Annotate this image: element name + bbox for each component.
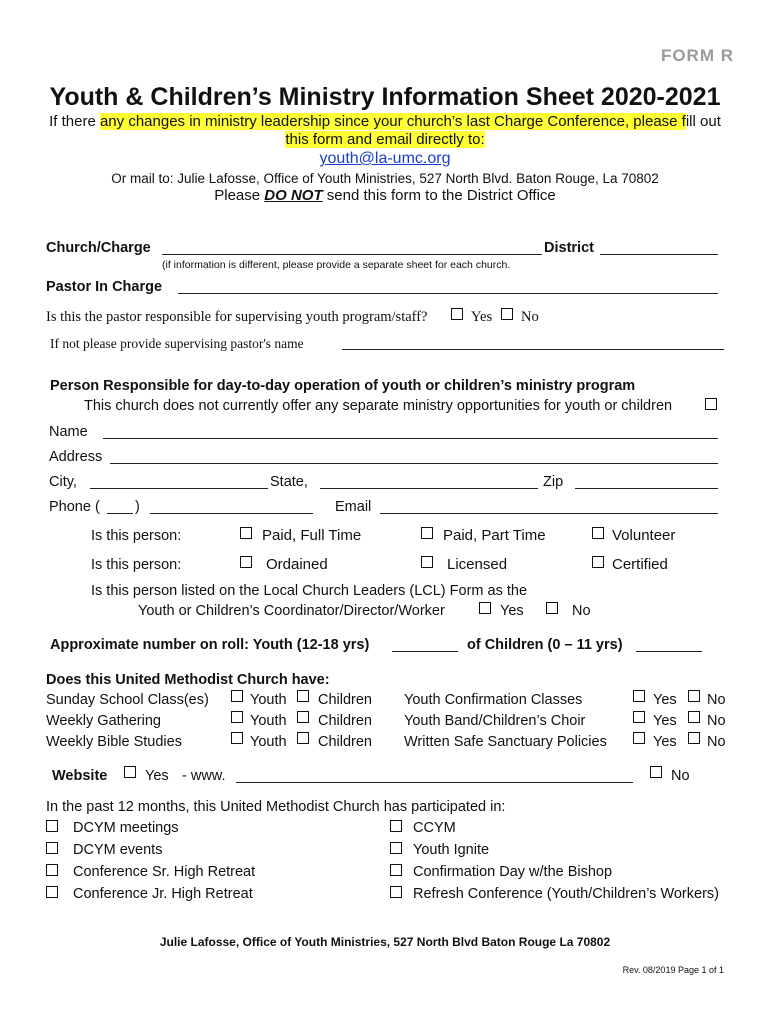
website-yes-checkbox[interactable] <box>124 766 136 778</box>
supervising-pastor-field[interactable] <box>342 349 724 350</box>
confirmation-no-checkbox[interactable] <box>688 690 700 702</box>
zip-field[interactable] <box>575 488 718 489</box>
lcl-no-checkbox[interactable] <box>546 602 558 614</box>
mail-address-line: Or mail to: Julie Lafosse, Office of Youth Ministries, 527 North Blvd. Baton Rouge, La 70802 <box>111 171 659 186</box>
refresh-conference-label: Refresh Conference (Youth/Children’s Workers) <box>413 886 719 902</box>
dcym-meetings-checkbox[interactable] <box>46 820 58 832</box>
supervise-question: Is this the pastor responsible for supervising youth program/staff? <box>46 309 428 325</box>
volunteer-label: Volunteer <box>612 527 676 544</box>
paid-part-time-label: Paid, Part Time <box>443 527 546 544</box>
no-offer-checkbox[interactable] <box>705 398 717 410</box>
website-no-label: No <box>671 768 690 784</box>
name-label: Name <box>49 424 88 440</box>
certified-label: Certified <box>612 556 668 573</box>
safe-sanctuary-no-checkbox[interactable] <box>688 732 700 744</box>
confirmation-yes-label: Yes <box>653 692 677 708</box>
is-person-label-1: Is this person: <box>91 528 182 544</box>
email-field[interactable] <box>380 513 718 514</box>
email-label: Email <box>335 499 372 515</box>
jr-high-retreat-label: Conference Jr. High Retreat <box>73 886 253 902</box>
band-choir-label: Youth Band/Children’s Choir <box>404 713 586 729</box>
band-choir-no-label: No <box>707 713 726 729</box>
phone-area-field[interactable] <box>107 513 133 514</box>
do-not-send-suffix: send this form to the District Office <box>322 187 556 204</box>
website-url-field[interactable] <box>236 782 633 783</box>
roll-youth-label: Approximate number on roll: Youth (12-18 yrs) <box>50 637 370 653</box>
safe-sanctuary-yes-label: Yes <box>653 734 677 750</box>
sr-high-retreat-checkbox[interactable] <box>46 864 58 876</box>
jr-high-retreat-checkbox[interactable] <box>46 886 58 898</box>
bible-studies-children-label: Children <box>318 734 372 750</box>
paid-full-time-checkbox[interactable] <box>240 527 252 539</box>
lcl-yes-checkbox[interactable] <box>479 602 491 614</box>
do-not-send-prefix: Please <box>214 187 265 204</box>
ccym-checkbox[interactable] <box>390 820 402 832</box>
certified-checkbox[interactable] <box>592 556 604 568</box>
refresh-conference-checkbox[interactable] <box>390 886 402 898</box>
dcym-events-checkbox[interactable] <box>46 842 58 854</box>
bible-studies-youth-label: Youth <box>250 734 287 750</box>
safe-sanctuary-no-label: No <box>707 734 726 750</box>
weekly-gathering-youth-label: Youth <box>250 713 287 729</box>
paid-full-time-label: Paid, Full Time <box>262 527 362 544</box>
church-note: (if information is different, please provide a separate sheet for each church. <box>162 259 511 271</box>
bible-studies-youth-checkbox[interactable] <box>231 732 243 744</box>
weekly-gathering-children-label: Children <box>318 713 372 729</box>
sunday-school-youth-label: Youth <box>250 692 287 708</box>
address-field[interactable] <box>110 463 718 464</box>
supervising-pastor-label: If not please provide supervising pastor's name <box>50 336 304 351</box>
dcym-events-label: DCYM events <box>73 842 163 858</box>
past-heading: In the past 12 months, this United Methodist Church has participated in: <box>46 799 506 815</box>
church-charge-field[interactable] <box>162 254 542 255</box>
roll-children-label: of Children (0 – 11 yrs) <box>467 637 623 653</box>
zip-label: Zip <box>543 474 564 490</box>
confirmation-no-label: No <box>707 692 726 708</box>
confirmation-day-checkbox[interactable] <box>390 864 402 876</box>
phone-close-paren: ) <box>135 499 140 515</box>
weekly-gathering-youth-checkbox[interactable] <box>231 711 243 723</box>
lcl-no-label: No <box>572 603 591 619</box>
sr-high-retreat-label: Conference Sr. High Retreat <box>73 864 256 880</box>
band-choir-no-checkbox[interactable] <box>688 711 700 723</box>
person-heading: Person Responsible for day-to-day operation of youth or children’s ministry program <box>50 378 636 394</box>
weekly-gathering-label: Weekly Gathering <box>46 713 161 729</box>
youth-ignite-checkbox[interactable] <box>390 842 402 854</box>
district-field[interactable] <box>600 254 718 255</box>
pastor-field[interactable] <box>178 293 718 294</box>
confirmation-day-label: Confirmation Day w/the Bishop <box>413 864 613 880</box>
sunday-school-children-checkbox[interactable] <box>297 690 309 702</box>
revision-note: Rev. 08/2019 Page 1 of 1 <box>622 965 724 975</box>
website-www-label: - www. <box>182 768 226 784</box>
band-choir-yes-checkbox[interactable] <box>633 711 645 723</box>
state-field[interactable] <box>320 488 538 489</box>
ccym-label: CCYM <box>413 820 456 836</box>
supervise-yes-label: Yes <box>471 309 493 325</box>
intro-line1-start: If there <box>49 113 100 130</box>
website-yes-label: Yes <box>145 768 169 784</box>
lcl-question-line1: Is this person listed on the Local Church Leaders (LCL) Form as the <box>91 583 528 599</box>
phone-field[interactable] <box>150 513 313 514</box>
sunday-school-youth-checkbox[interactable] <box>231 690 243 702</box>
ordained-checkbox[interactable] <box>240 556 252 568</box>
do-not-send-note <box>0 187 770 204</box>
supervise-yes-checkbox[interactable] <box>451 308 463 320</box>
roll-youth-field[interactable] <box>392 651 458 652</box>
intro-line1-highlight: any changes in ministry leadership since your church’s last Charge Conference, please f <box>99 113 686 130</box>
intro-line2-highlight: this form and email directly to: <box>285 131 485 148</box>
address-label: Address <box>49 449 103 465</box>
confirmation-yes-checkbox[interactable] <box>633 690 645 702</box>
confirmation-classes-label: Youth Confirmation Classes <box>404 692 583 708</box>
do-not-send-emphasis: DO NOT <box>264 187 323 204</box>
website-label: Website <box>52 768 108 784</box>
email-link[interactable]: youth@la-umc.org <box>319 150 451 167</box>
intro-line1-end: ill out <box>685 113 721 130</box>
sunday-school-label: Sunday School Class(es) <box>46 692 209 708</box>
district-label: District <box>544 240 594 256</box>
sunday-school-children-label: Children <box>318 692 372 708</box>
youth-ignite-label: Youth Ignite <box>413 842 490 858</box>
no-offer-label: This church does not currently offer any separate ministry opportunities for youth or children <box>84 398 673 414</box>
website-no-checkbox[interactable] <box>650 766 662 778</box>
form-tag: FORM R <box>660 46 734 65</box>
supervise-no-label: No <box>521 309 539 325</box>
lcl-yes-label: Yes <box>500 603 524 619</box>
have-heading: Does this United Methodist Church have: <box>46 672 330 688</box>
city-label: City, <box>49 474 77 490</box>
volunteer-checkbox[interactable] <box>592 527 604 539</box>
roll-children-field[interactable] <box>636 651 702 652</box>
supervise-no-checkbox[interactable] <box>501 308 513 320</box>
phone-label: Phone ( <box>49 499 100 515</box>
paid-part-time-checkbox[interactable] <box>421 527 433 539</box>
safe-sanctuary-yes-checkbox[interactable] <box>633 732 645 744</box>
lcl-question-line2: Youth or Children’s Coordinator/Director/Worker <box>138 603 445 619</box>
church-charge-label: Church/Charge <box>46 240 151 256</box>
footer-address: Julie Lafosse, Office of Youth Ministries, 527 North Blvd Baton Rouge La 70802 <box>159 935 611 949</box>
dcym-meetings-label: DCYM meetings <box>73 820 179 836</box>
is-person-label-2: Is this person: <box>91 557 182 573</box>
bible-studies-label: Weekly Bible Studies <box>46 734 182 750</box>
bible-studies-children-checkbox[interactable] <box>297 732 309 744</box>
ordained-label: Ordained <box>266 556 328 573</box>
licensed-checkbox[interactable] <box>421 556 433 568</box>
licensed-label: Licensed <box>447 556 508 573</box>
pastor-label: Pastor In Charge <box>46 279 163 295</box>
page-title: Youth & Children’s Ministry Information Sheet 2020-2021 <box>49 83 721 111</box>
name-field[interactable] <box>103 438 718 439</box>
band-choir-yes-label: Yes <box>653 713 677 729</box>
city-field[interactable] <box>90 488 268 489</box>
safe-sanctuary-label: Written Safe Sanctuary Policies <box>404 734 607 750</box>
state-label: State, <box>270 474 308 490</box>
intro-text <box>0 113 770 149</box>
weekly-gathering-children-checkbox[interactable] <box>297 711 309 723</box>
